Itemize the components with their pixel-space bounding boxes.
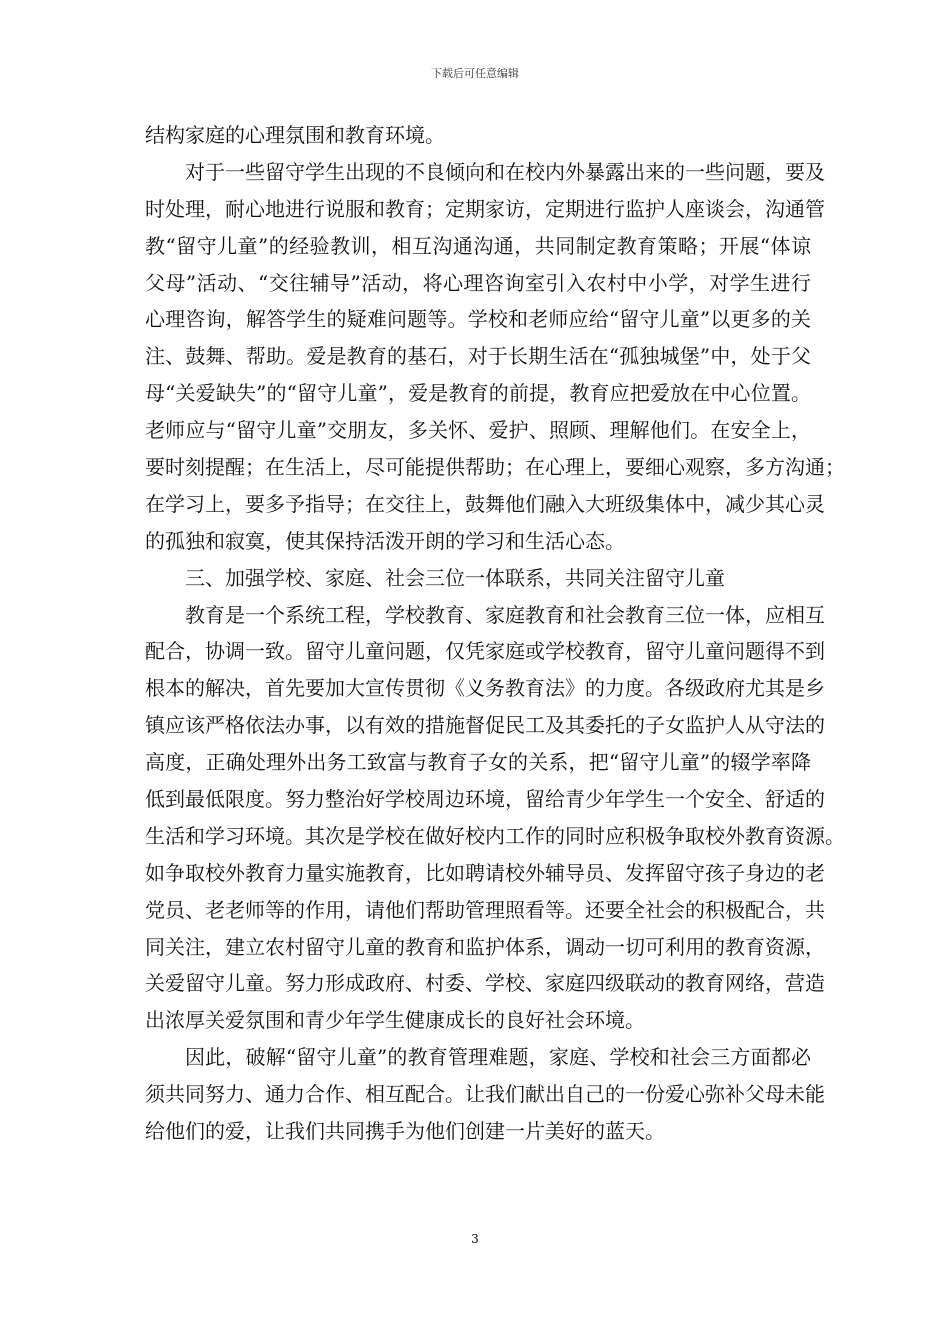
document-body xyxy=(145,117,845,1150)
text-line: 的孤独和寂寞，使其保持活泼开朗的学习和生活心态。 xyxy=(145,528,625,553)
text-line: 注、鼓舞、帮助。爱是教育的基石，对于长期生活在“孤独城堡”中，处于父 xyxy=(145,344,811,369)
page-header: 下载后可任意编辑 xyxy=(431,67,519,80)
text-line: 因此，破解“留守儿童”的教育管理难题，家庭、学校和社会三方面都必 xyxy=(185,1045,811,1070)
text-line: 对于一些留守学生出现的不良倾向和在校内外暴露出来的一些问题，要及 xyxy=(185,159,825,184)
text-line: 在学习上，要多予指导；在交往上，鼓舞他们融入大班级集体中，减少其心灵 xyxy=(145,491,825,516)
text-line: 结构家庭的心理氛围和教育环境。 xyxy=(145,123,445,147)
text-line: 配合，协调一致。留守儿童问题，仅凭家庭或学校教育，留守儿童问题得不到 xyxy=(145,639,825,664)
text-line: 高度，正确处理外出务工致富与教育子女的关系，把“留守儿童”的辍学率降 xyxy=(145,750,811,775)
text-line: 镇应该严格依法办事，以有效的措施督促民工及其委托的子女监护人从守法的 xyxy=(145,713,825,738)
text-line: 时处理，耐心地进行说服和教育；定期家访，定期进行监护人座谈会，沟通管 xyxy=(145,196,825,221)
text-line: 出浓厚关爱氛围和青少年学生健康成长的良好社会环境。 xyxy=(145,1008,645,1033)
text-line: 给他们的爱，让我们共同携手为他们创建一片美好的蓝天。 xyxy=(145,1119,665,1144)
text-line: 关爱留守儿童。努力形成政府、村委、学校、家庭四级联动的教育网络，营造 xyxy=(145,971,825,996)
text-line: 教育是一个系统工程，学校教育、家庭教育和社会教育三位一体，应相互 xyxy=(185,602,825,627)
text-line: 党员、老老师等的作用，请他们帮助管理照看等。还要全社会的积极配合，共 xyxy=(145,897,825,922)
text-line: 三、加强学校、家庭、社会三位一体联系，共同关注留守儿童 xyxy=(185,565,725,590)
text-line: 生活和学习环境。其次是学校在做好校内工作的同时应积极争取校外教育资源。 xyxy=(145,823,845,848)
page-number: 3 xyxy=(471,1232,479,1246)
text-line: 同关注，建立农村留守儿童的教育和监护体系，调动一切可利用的教育资源， xyxy=(145,934,825,959)
text-line: 须共同努力、通力合作、相互配合。让我们献出自己的一份爱心弥补父母未能 xyxy=(145,1082,825,1107)
text-line: 要时刻提醒；在生活上，尽可能提供帮助；在心理上，要细心观察，多方沟通； xyxy=(145,455,845,480)
text-line: 如争取校外教育力量实施教育，比如聘请校外辅导员、发挥留守孩子身边的老 xyxy=(145,860,825,885)
text-line: 心理咨询，解答学生的疑难问题等。学校和老师应给“留守儿童”以更多的关 xyxy=(145,307,811,332)
text-line: 父母”活动、“交往辅导”活动，将心理咨询室引入农村中小学，对学生进行 xyxy=(145,270,811,295)
text-line: 低到最低限度。努力整治好学校周边环境，留给青少年学生一个安全、舒适的 xyxy=(145,787,825,812)
text-line: 老师应与“留守儿童”交朋友，多关怀、爱护、照顾、理解他们。在安全上， xyxy=(145,418,811,443)
text-line: 教“留守儿童”的经验教训，相互沟通沟通，共同制定教育策略；开展“体谅 xyxy=(145,233,811,258)
text-line: 母“关爱缺失”的“留守儿童”，爱是教育的前提，教育应把爱放在中心位置。 xyxy=(145,381,811,406)
text-line: 根本的解决，首先要加大宣传贯彻《义务教育法》的力度。各级政府尤其是乡 xyxy=(145,676,825,701)
